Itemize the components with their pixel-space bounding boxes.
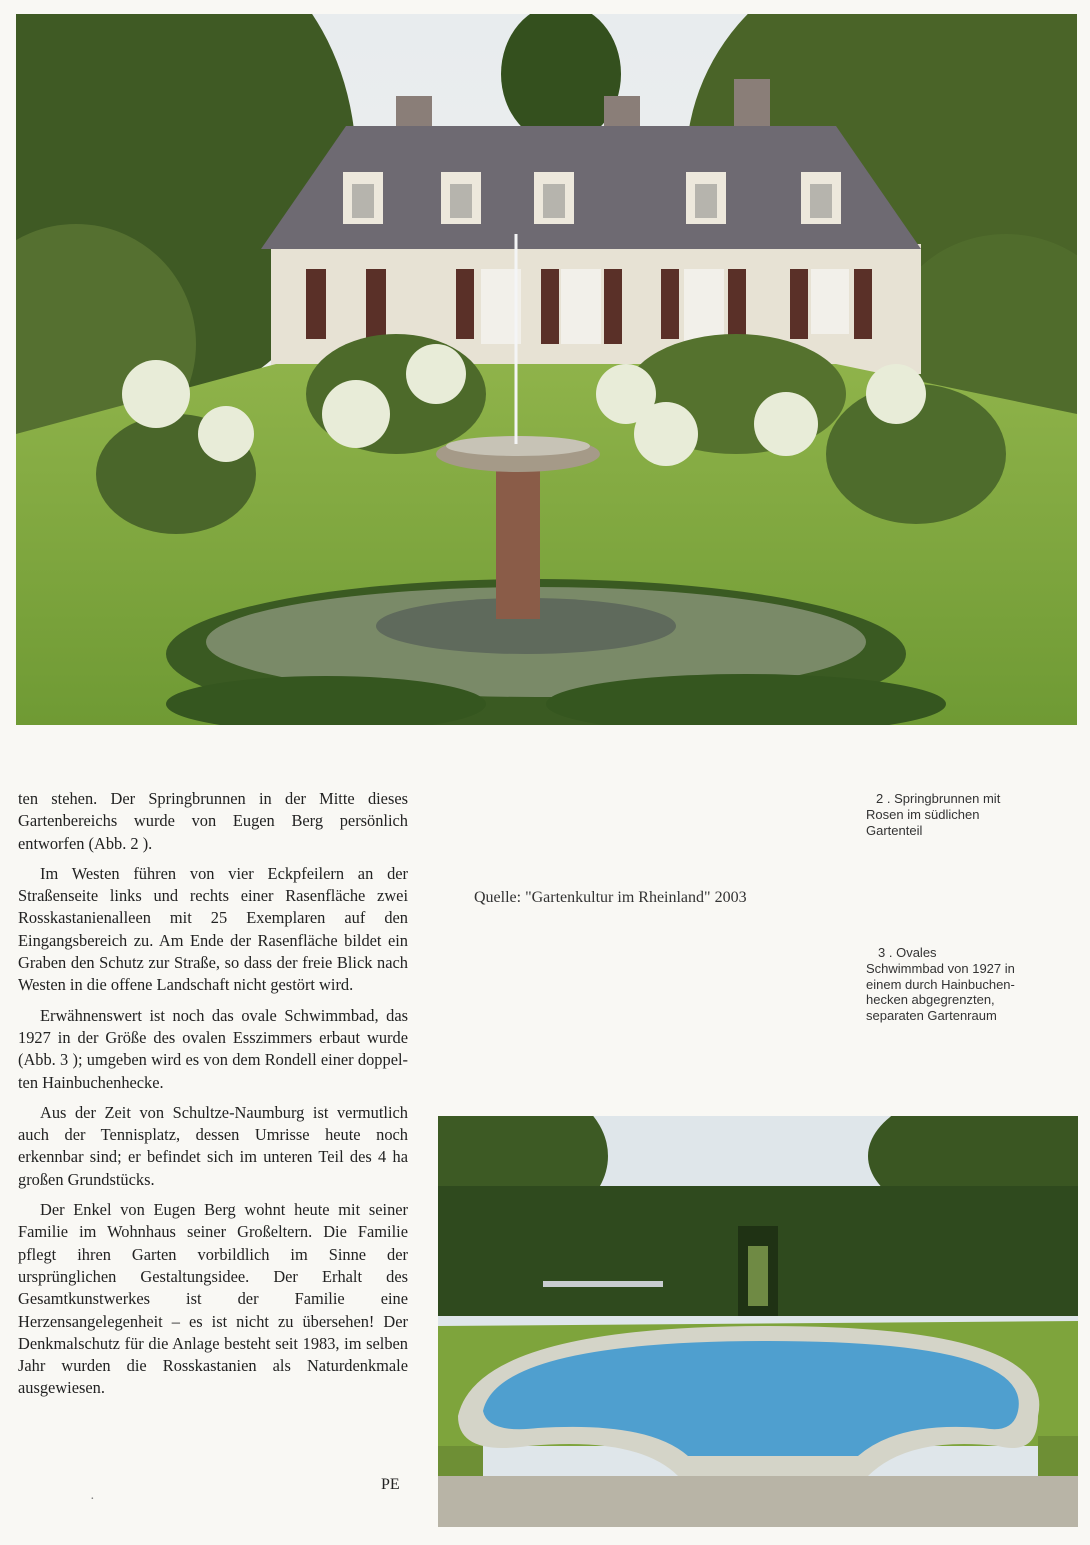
paragraph-1: ten stehen. Der Springbrunnen in der Mitte dieses Gartenbereichs wurde von Eugen Berg persönlich entworfen (Abb. 2 ). (18, 789, 408, 853)
pool-photo (438, 1116, 1078, 1527)
author-signature: PE (381, 1476, 400, 1493)
caption-2-number: 2 (876, 791, 884, 806)
article-body (18, 788, 408, 1408)
caption-figure-3 (866, 945, 1016, 1024)
paragraph-4: Aus der Zeit von Schultze-Naumburg ist vermutlich auch der Tennisplatz, dessen Umrisse heute noch erkennbar sind; er befindet sich im unteren Teil des 4 ha großen Grundstücks. (18, 1102, 408, 1189)
paragraph-3: Erwähnenswert ist noch das ovale Schwimmbad, das 1927 in der Größe des ovalen Esszimmers erbaut wurde (Abb. 3 ); umgeben wird es von dem Rondell einer doppelten Hainbuchenhecke. (18, 1005, 408, 1092)
paragraph-5: Der Enkel von Eugen Berg wohnt heute mit seiner Familie im Wohnhaus seiner Großeltern. Die Familie pflegt ihren Garten vorbildlich im Sinne der ursprünglichen Gestaltungsidee. Der Erhalt des Gesamtkunstwerkes ist der Familie eine Herzensangelegenheit – es ist nicht zu übersehen! Der Denkmalschutz für die Anlage besteht seit 1983, im selben Jahr wurden die Rosskastanien als Naturdenkmale ausgewiesen. (18, 1200, 408, 1398)
paragraph-2: Im Westen führen von vier Eckpfeilern an der Straßenseite links und rechts einer Rasenfläche zwei Rosskastanienalleen mit 25 Exemplaren auf den Eingangsbereich zu. Am Ende der Rasenfläche bildet ein Graben den Schutz zur Straße, so dass der freie Blick nach Westen in die offene Landschaft nicht gestört wird. (18, 863, 408, 995)
caption-3-text: . Ovales Schwimmbad von 1927 in einem durch Hainbuchenhecken abgegrenzten, separaten Gartenraum (866, 945, 1015, 1024)
caption-figure-2 (866, 791, 1016, 838)
caption-3-number: 3 (878, 945, 886, 960)
house-fountain-photo (16, 14, 1077, 725)
source-line: Quelle: "Gartenkultur im Rheinland" 2003 (474, 889, 747, 906)
caption-2-text: . Springbrunnen mit Rosen im südlichen Gartenteil (866, 791, 1001, 838)
scan-speck: · (90, 1492, 95, 1507)
